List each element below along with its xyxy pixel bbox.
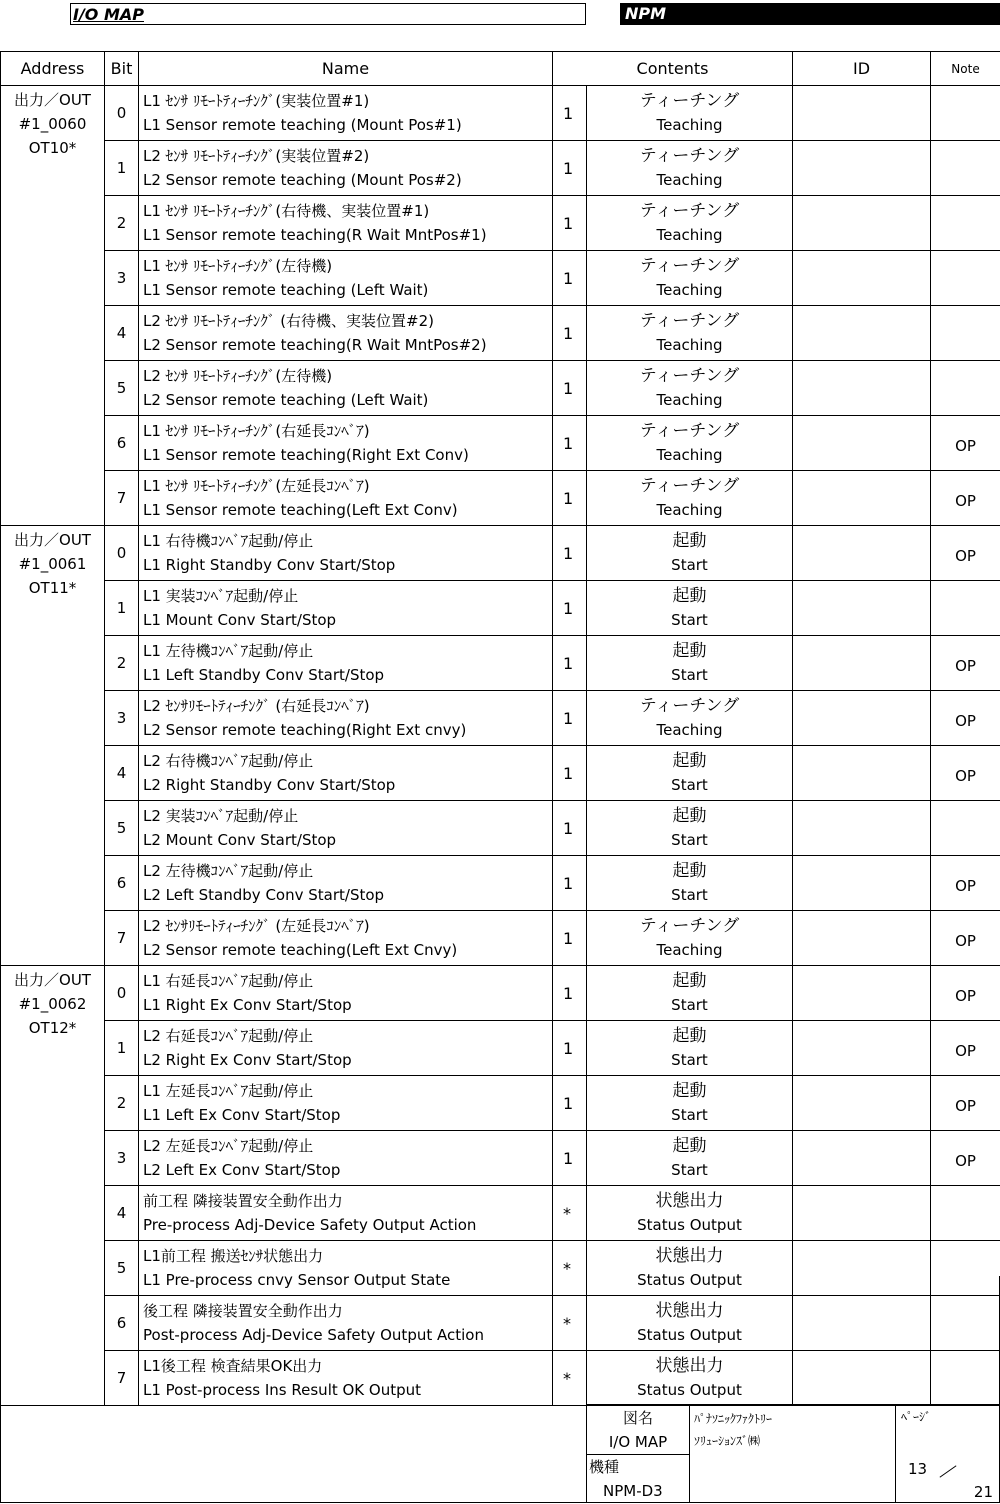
signal-name-en: L2 Sensor remote teaching (Left Wait) [143,391,429,409]
address-line: #1_0060 [18,115,87,133]
table-row [1,416,1000,471]
contents-cell [587,1021,793,1076]
address-cell [1,526,105,966]
bit-cell: 6 [105,416,139,471]
contents-jp: 起動 [672,861,707,881]
contents-jp: 起動 [672,1081,707,1101]
table-header-row [1,52,1000,86]
bit-cell: 1 [105,1021,139,1076]
id-cell [793,526,931,581]
contents-jp: 起動 [672,1136,707,1156]
signal-name-cell [139,636,553,691]
table-row [1,1076,1000,1131]
signal-name-jp: L2 ｾﾝｻ ﾘﾓｰﾄﾃｨｰﾁﾝｸﾞ(左待機) [143,367,333,385]
contents-en: Status Output [637,1271,742,1289]
contents-en: Start [671,831,708,849]
bit-cell: 3 [105,1131,139,1186]
company-line-1: ﾊﾟﾅｿﾆｯｸﾌｧｸﾄﾘｰ [694,1412,773,1426]
note-cell: OP [931,691,1000,746]
contents-jp: 起動 [672,751,707,771]
contents-en: Teaching [656,336,723,354]
table-row [1,361,1000,416]
signal-name-en: L1 Post-process Ins Result OK Output [143,1381,422,1399]
note-cell: OP [931,1076,1000,1131]
contents-jp: ティーチング [639,146,740,166]
signal-name-jp: L1 ｾﾝｻ ﾘﾓｰﾄﾃｨｰﾁﾝｸﾞ(右延長ｺﾝﾍﾞｱ) [143,422,370,440]
contents-en: Teaching [656,501,723,519]
address-line: OT11* [28,579,77,597]
note-cell [931,196,1000,251]
signal-name-cell [139,141,553,196]
header-product: NPM [625,4,667,23]
id-cell [793,801,931,856]
bit-cell: 3 [105,691,139,746]
bit-cell: 5 [105,1241,139,1296]
signal-name-en: Pre-process Adj-Device Safety Output Action [143,1216,477,1234]
page-label: ﾍﾟｰｼﾞ [901,1410,932,1424]
bit-cell: 4 [105,746,139,801]
id-cell [793,1021,931,1076]
contents-en: Start [671,1106,708,1124]
id-cell [793,251,931,306]
signal-name-en: L1 Sensor remote teaching (Mount Pos#1) [143,116,462,134]
bit-cell: 5 [105,801,139,856]
table-row [1,691,1000,746]
table-row [1,141,1000,196]
signal-name-jp: L1前工程 搬送ｾﾝｻ状態出力 [143,1247,324,1265]
table-row [1,856,1000,911]
title-block-company [689,1404,896,1503]
contents-en: Status Output [637,1381,742,1399]
title-block-drawing [586,1404,690,1454]
signal-name-en: L1 Left Standby Conv Start/Stop [143,666,385,684]
address-line: #1_0061 [18,555,87,573]
contents-cell [587,1076,793,1131]
address-line: 出力／OUT [14,531,91,549]
contents-jp: ティーチング [639,366,740,386]
address-line: 出力／OUT [14,91,91,109]
col-header-bit: Bit [105,52,139,86]
signal-name-cell [139,526,553,581]
contents-en: Start [671,611,708,629]
contents-jp: ティーチング [639,696,740,716]
signal-name-cell [139,1076,553,1131]
id-cell [793,1186,931,1241]
id-cell [793,141,931,196]
value-cell: 1 [553,86,587,141]
signal-name-en: L2 Right Ex Conv Start/Stop [143,1051,352,1069]
bit-cell: 7 [105,1351,139,1406]
signal-name-en: L1 Sensor remote teaching(Right Ext Conv) [143,446,469,464]
contents-jp: ティーチング [639,476,740,496]
value-cell: 1 [553,691,587,746]
signal-name-cell [139,691,553,746]
id-cell [793,636,931,691]
page-total: 21 [973,1483,993,1501]
note-cell [931,306,1000,361]
bit-cell: 7 [105,471,139,526]
contents-en: Start [671,776,708,794]
signal-name-cell [139,86,553,141]
contents-en: Teaching [656,941,723,959]
signal-name-en: L2 Sensor remote teaching(R Wait MntPos#2) [143,336,487,354]
signal-name-jp: L1 ｾﾝｻ ﾘﾓｰﾄﾃｨｰﾁﾝｸﾞ(実装位置#1) [143,92,370,110]
signal-name-jp: L2 ｾﾝｻﾘﾓｰﾄﾃｨｰﾁﾝｸﾞ (右延長ｺﾝﾍﾞｱ) [143,697,370,715]
contents-jp: 起動 [672,971,707,991]
value-cell: 1 [553,746,587,801]
signal-name-jp: L2 左延長ｺﾝﾍﾞｱ起動/停止 [143,1137,314,1155]
signal-name-cell [139,251,553,306]
value-cell: 1 [553,636,587,691]
table-row [1,86,1000,141]
note-cell: OP [931,746,1000,801]
signal-name-en: L1 Mount Conv Start/Stop [143,611,337,629]
col-header-id: ID [793,52,931,86]
bit-cell: 1 [105,581,139,636]
contents-jp: ティーチング [639,256,740,276]
table-row [1,196,1000,251]
id-cell [793,691,931,746]
contents-jp: 起動 [672,641,707,661]
bit-cell: 7 [105,911,139,966]
contents-jp: ティーチング [639,311,740,331]
contents-cell [587,526,793,581]
contents-jp: ティーチング [639,91,740,111]
table-row [1,526,1000,581]
signal-name-cell [139,1021,553,1076]
signal-name-jp: L1 左延長ｺﾝﾍﾞｱ起動/停止 [143,1082,314,1100]
signal-name-cell [139,471,553,526]
id-cell [793,1076,931,1131]
contents-jp: 起動 [672,1026,707,1046]
contents-jp: 状態出力 [655,1191,724,1211]
signal-name-jp: L2 実装ｺﾝﾍﾞｱ起動/停止 [143,807,299,825]
value-cell: 1 [553,361,587,416]
signal-name-cell [139,856,553,911]
contents-jp: 起動 [672,586,707,606]
value-cell: 1 [553,251,587,306]
signal-name-jp: L2 右延長ｺﾝﾍﾞｱ起動/停止 [143,1027,314,1045]
signal-name-cell [139,416,553,471]
id-cell [793,966,931,1021]
signal-name-en: L2 Right Standby Conv Start/Stop [143,776,396,794]
col-header-contents: Contents [553,52,793,86]
contents-jp: 状態出力 [655,1246,724,1266]
signal-name-cell [139,746,553,801]
value-cell: 1 [553,471,587,526]
signal-name-jp: 前工程 隣接装置安全動作出力 [143,1192,343,1210]
value-cell: 1 [553,416,587,471]
note-cell [931,251,1000,306]
header-title: I/O MAP [73,5,144,24]
contents-cell [587,306,793,361]
contents-en: Teaching [656,446,723,464]
note-cell: OP [931,1021,1000,1076]
drawing-label: 図名 [622,1409,653,1427]
signal-name-en: L2 Sensor remote teaching(Right Ext cnvy) [143,721,467,739]
note-cell: OP [931,636,1000,691]
value-cell: 1 [553,1131,587,1186]
table-row [1,911,1000,966]
note-cell: OP [931,471,1000,526]
value-cell: 1 [553,856,587,911]
contents-jp: ティーチング [639,421,740,441]
signal-name-en: L1 Sensor remote teaching(R Wait MntPos#1) [143,226,487,244]
note-cell [931,141,1000,196]
note-cell [931,1186,1000,1241]
contents-cell [587,416,793,471]
bit-cell: 1 [105,141,139,196]
model-value: NPM-D3 [603,1482,663,1500]
value-cell: 1 [553,526,587,581]
contents-jp: ティーチング [639,916,740,936]
contents-cell [587,1131,793,1186]
contents-en: Teaching [656,391,723,409]
signal-name-jp: L2 ｾﾝｻ ﾘﾓｰﾄﾃｨｰﾁﾝｸﾞ (右待機、実装位置#2) [143,312,435,330]
signal-name-cell [139,911,553,966]
signal-name-cell [139,801,553,856]
table-row [1,801,1000,856]
bit-cell: 4 [105,1186,139,1241]
signal-name-en: L2 Left Standby Conv Start/Stop [143,886,385,904]
bit-cell: 4 [105,306,139,361]
company-line-2: ｿﾘｭｰｼｮﾝｽﾞ㈱ [694,1434,761,1448]
bit-cell: 0 [105,526,139,581]
value-cell: 1 [553,1076,587,1131]
contents-en: Start [671,1161,708,1179]
page-current: 13 [908,1460,928,1478]
model-label: 機種 [589,1458,620,1476]
note-cell: OP [931,911,1000,966]
signal-name-en: L2 Sensor remote teaching (Mount Pos#2) [143,171,462,189]
value-cell: 1 [553,581,587,636]
table-row [1,306,1000,361]
signal-name-cell [139,1131,553,1186]
value-cell: * [553,1186,587,1241]
col-header-address: Address [1,52,105,86]
bit-cell: 3 [105,251,139,306]
signal-name-en: L1 Right Ex Conv Start/Stop [143,996,352,1014]
drawing-name: I/O MAP [608,1433,668,1451]
signal-name-cell [139,966,553,1021]
signal-name-jp: L1 右延長ｺﾝﾍﾞｱ起動/停止 [143,972,314,990]
signal-name-en: L1 Sensor remote teaching (Left Wait) [143,281,429,299]
contents-cell [587,746,793,801]
id-cell [793,361,931,416]
contents-cell [587,86,793,141]
contents-cell [587,691,793,746]
value-cell: 1 [553,1021,587,1076]
signal-name-en: Post-process Adj-Device Safety Output Action [143,1326,484,1344]
signal-name-cell [139,306,553,361]
note-cell: OP [931,966,1000,1021]
note-cell: OP [931,1131,1000,1186]
bit-cell: 0 [105,86,139,141]
signal-name-en: L2 Left Ex Conv Start/Stop [143,1161,341,1179]
note-cell [931,801,1000,856]
signal-name-en: L1 Left Ex Conv Start/Stop [143,1106,341,1124]
contents-en: Teaching [656,281,723,299]
signal-name-jp: L2 右待機ｺﾝﾍﾞｱ起動/停止 [143,752,314,770]
note-cell: OP [931,416,1000,471]
value-cell: 1 [553,306,587,361]
note-cell: OP [931,526,1000,581]
value-cell: * [553,1241,587,1296]
contents-en: Start [671,666,708,684]
contents-en: Status Output [637,1326,742,1344]
note-cell [931,86,1000,141]
signal-name-jp: L1 ｾﾝｻ ﾘﾓｰﾄﾃｨｰﾁﾝｸﾞ(右待機、実装位置#1) [143,202,430,220]
signal-name-jp: L2 ｾﾝｻﾘﾓｰﾄﾃｨｰﾁﾝｸﾞ (左延長ｺﾝﾍﾞｱ) [143,917,370,935]
signal-name-jp: L2 左待機ｺﾝﾍﾞｱ起動/停止 [143,862,314,880]
id-cell [793,1131,931,1186]
bit-cell: 0 [105,966,139,1021]
id-cell [793,911,931,966]
contents-cell [587,966,793,1021]
table-row [1,966,1000,1021]
address-line: 出力／OUT [14,971,91,989]
value-cell: 1 [553,966,587,1021]
signal-name-jp: L2 ｾﾝｻ ﾘﾓｰﾄﾃｨｰﾁﾝｸﾞ(実装位置#2) [143,147,370,165]
value-cell: 1 [553,196,587,251]
signal-name-cell [139,1186,553,1241]
table-row [1,1186,1000,1241]
table-row [1,581,1000,636]
table-row [1,1131,1000,1186]
signal-name-jp: L1 実装ｺﾝﾍﾞｱ起動/停止 [143,587,299,605]
table-row [1,636,1000,691]
bit-cell: 5 [105,361,139,416]
id-cell [793,581,931,636]
io-map-body [1,86,1000,1406]
contents-cell [587,911,793,966]
signal-name-en: L2 Sensor remote teaching(Left Ext Cnvy) [143,941,458,959]
contents-jp: ティーチング [639,201,740,221]
contents-cell [587,636,793,691]
header-product-box [620,3,1000,25]
id-cell [793,416,931,471]
signal-name-en: L1 Pre-process cnvy Sensor Output State [143,1271,451,1289]
col-header-note: Note [931,52,1000,86]
io-map-table [0,51,1000,1406]
signal-name-cell [139,361,553,416]
contents-en: Start [671,556,708,574]
table-row [1,1021,1000,1076]
contents-cell [587,361,793,416]
col-header-name: Name [139,52,553,86]
address-line: OT12* [28,1019,77,1037]
bit-cell: 6 [105,1296,139,1351]
table-row [1,746,1000,801]
address-line: #1_0062 [18,995,87,1013]
address-line: OT10* [28,139,77,157]
address-cell [1,86,105,526]
contents-jp: 状態出力 [655,1301,724,1321]
signal-name-jp: L1 左待機ｺﾝﾍﾞｱ起動/停止 [143,642,314,660]
id-cell [793,746,931,801]
signal-name-jp: L1後工程 検査結果OK出力 [143,1357,323,1375]
title-block-page [895,1404,1000,1503]
note-cell [931,361,1000,416]
signal-name-jp: L1 ｾﾝｻ ﾘﾓｰﾄﾃｨｰﾁﾝｸﾞ(左待機) [143,257,333,275]
contents-en: Start [671,996,708,1014]
value-cell: * [553,1351,587,1406]
contents-cell [587,581,793,636]
contents-cell [587,141,793,196]
contents-cell [587,196,793,251]
value-cell: 1 [553,801,587,856]
note-cell: OP [931,856,1000,911]
signal-name-jp: L1 ｾﾝｻ ﾘﾓｰﾄﾃｨｰﾁﾝｸﾞ(左延長ｺﾝﾍﾞｱ) [143,477,370,495]
contents-en: Start [671,1051,708,1069]
contents-cell [587,251,793,306]
contents-en: Status Output [637,1216,742,1234]
signal-name-en: L1 Right Standby Conv Start/Stop [143,556,396,574]
contents-cell [587,856,793,911]
value-cell: 1 [553,911,587,966]
table-row [1,251,1000,306]
value-cell: 1 [553,141,587,196]
signal-name-en: L1 Sensor remote teaching(Left Ext Conv) [143,501,458,519]
id-cell [793,856,931,911]
contents-en: Teaching [656,171,723,189]
bit-cell: 6 [105,856,139,911]
contents-cell [587,471,793,526]
id-cell [793,86,931,141]
bit-cell: 2 [105,636,139,691]
table-row [1,471,1000,526]
bit-cell: 2 [105,1076,139,1131]
bit-cell: 2 [105,196,139,251]
header-title-box [70,3,586,25]
contents-en: Teaching [656,226,723,244]
id-cell [793,306,931,361]
contents-en: Teaching [656,116,723,134]
page-slash [940,1465,957,1477]
contents-cell [587,801,793,856]
note-cell [931,581,1000,636]
value-cell: * [553,1296,587,1351]
signal-name-jp: L1 右待機ｺﾝﾍﾞｱ起動/停止 [143,532,314,550]
contents-jp: 起動 [672,806,707,826]
contents-en: Teaching [656,721,723,739]
id-cell [793,471,931,526]
id-cell [793,196,931,251]
signal-name-jp: 後工程 隣接装置安全動作出力 [143,1302,343,1320]
contents-en: Start [671,886,708,904]
title-block-model [586,1454,690,1503]
contents-cell [587,1186,793,1241]
contents-jp: 状態出力 [655,1356,724,1376]
contents-jp: 起動 [672,531,707,551]
signal-name-cell [139,581,553,636]
signal-name-en: L2 Mount Conv Start/Stop [143,831,337,849]
signal-name-cell [139,196,553,251]
